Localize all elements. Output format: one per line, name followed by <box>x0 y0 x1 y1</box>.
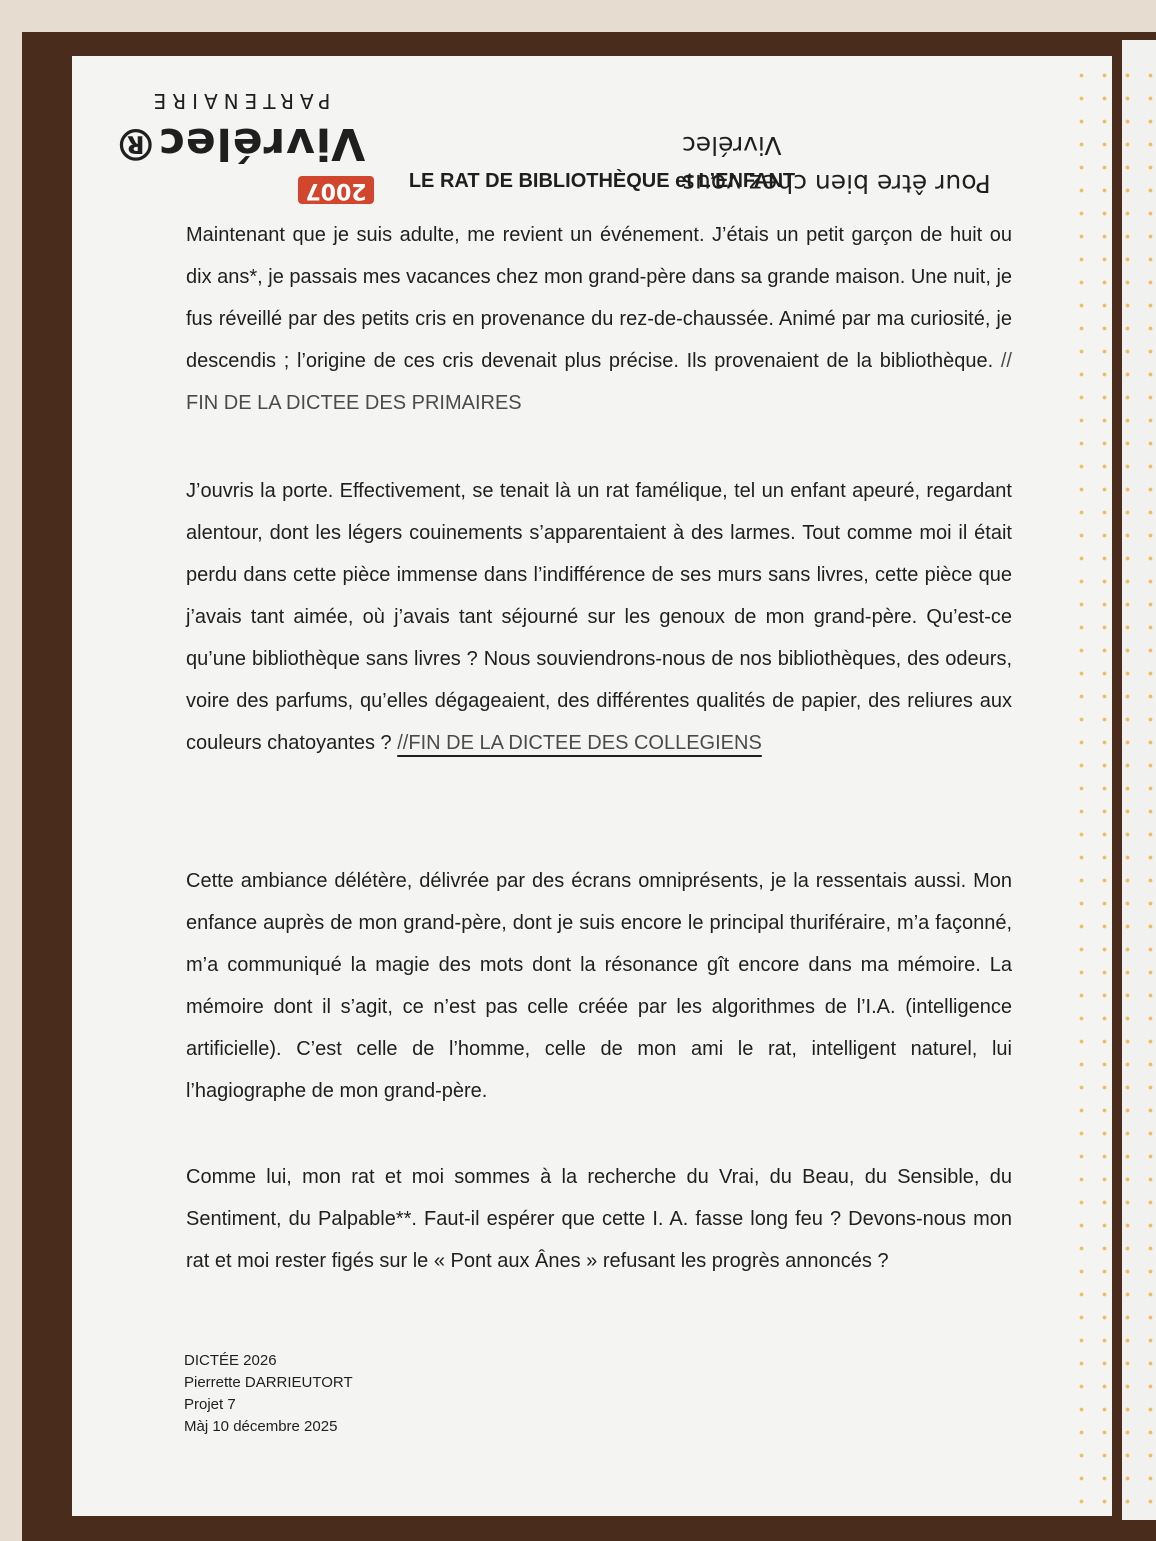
tagline-line2: Vivrélec <box>682 131 782 160</box>
tagline-line1: Pour être bien chez vous <box>682 169 991 198</box>
paragraph-2-text: J’ouvris la porte. Effectivement, se tenait là un rat famélique, tel un enfant apeuré, regardant alentour, dont les légers couinements s’apparentaient à des larmes. Tout comme moi il était perdu dans cette pièce immense dans l’indifférence de ses murs sans livres, cette pièce que j’avais tant aimée, où j’avais tant séjourné sur les genoux de mon grand-père. Qu’est-ce qu’une bibliothèque sans livres ? Nous souviendrons-nous de nos bibliothèques, des odeurs, voire des parfums, qu’elles dégageaient, des différentes qualités de papier, des reliures aux couleurs chatoyantes ? <box>186 480 1012 754</box>
primaires-end-note: // FIN DE LA DICTEE DES PRIMAIRES <box>186 350 1012 414</box>
footer-project: Projet 7 <box>184 1396 236 1413</box>
paragraph-4-text: Comme lui, mon rat et moi sommes à la recherche du Vrai, du Beau, du Sensible, du Sentiment, du Palpable**. Faut-il espérer que cette I. A. fasse long feu ? Devons-nous mon rat et moi rester figés sur le « Pont aux Ânes » refusant les progrès annoncés ? <box>186 1166 1012 1272</box>
footer-author: Pierrette DARRIEUTORT <box>184 1374 353 1391</box>
vivrelec-partner-logo <box>108 86 378 206</box>
paragraph-4 <box>186 1156 1012 1282</box>
collegiens-end-note: //FIN DE LA DICTEE DES COLLEGIENS <box>397 732 762 754</box>
document-title: LE RAT DE BIBLIOTHÈQUE et L’ENFANT <box>408 170 796 192</box>
paragraph-2 <box>186 470 1012 764</box>
paragraph-1 <box>186 214 1012 424</box>
footer-update-date: Màj 10 décembre 2025 <box>184 1418 338 1435</box>
paragraph-3 <box>186 860 1012 1112</box>
document-footer <box>184 1350 484 1438</box>
dotted-margin-decoration <box>1070 64 1156 1504</box>
logo-partner-label: PARTENAIRE <box>147 89 331 113</box>
paragraph-1-text: Maintenant que je suis adulte, me revient un événement. J’étais un petit garçon de huit ou dix ans*, je passais mes vacances chez mon grand-père dans sa grande maison. Une nuit, je fus réveillé par des petits cris en provenance du rez-de-chaussée. Animé par ma curiosité, je descendis ; l’origine de ces cris devenait plus précise. Ils provenaient de la bibliothèque. <box>186 224 1013 372</box>
dictation-sheet <box>72 56 1112 1516</box>
logo-year-badge: 2007 <box>298 176 374 204</box>
logo-brand-name: Vivrélec® <box>112 118 366 169</box>
footer-dictation-year: DICTÉE 2026 <box>184 1352 277 1369</box>
paragraph-3-text: Cette ambiance délétère, délivrée par des écrans omniprésents, je la ressentais aussi. Mon enfance auprès de mon grand-père, dont je suis encore le principal thuriféraire, m’a façonné, m’a communiqué la magie des mots dont la résonance gît encore dans ma mémoire. La mémoire dont il s’agit, ce n’est pas celle créée par les algorithmes de l’I.A. (intelligence artificielle). C’est celle de l’homme, celle de mon ami le rat, intelligent naturel, lui l’hagiographe de mon grand-père. <box>186 870 1012 1102</box>
